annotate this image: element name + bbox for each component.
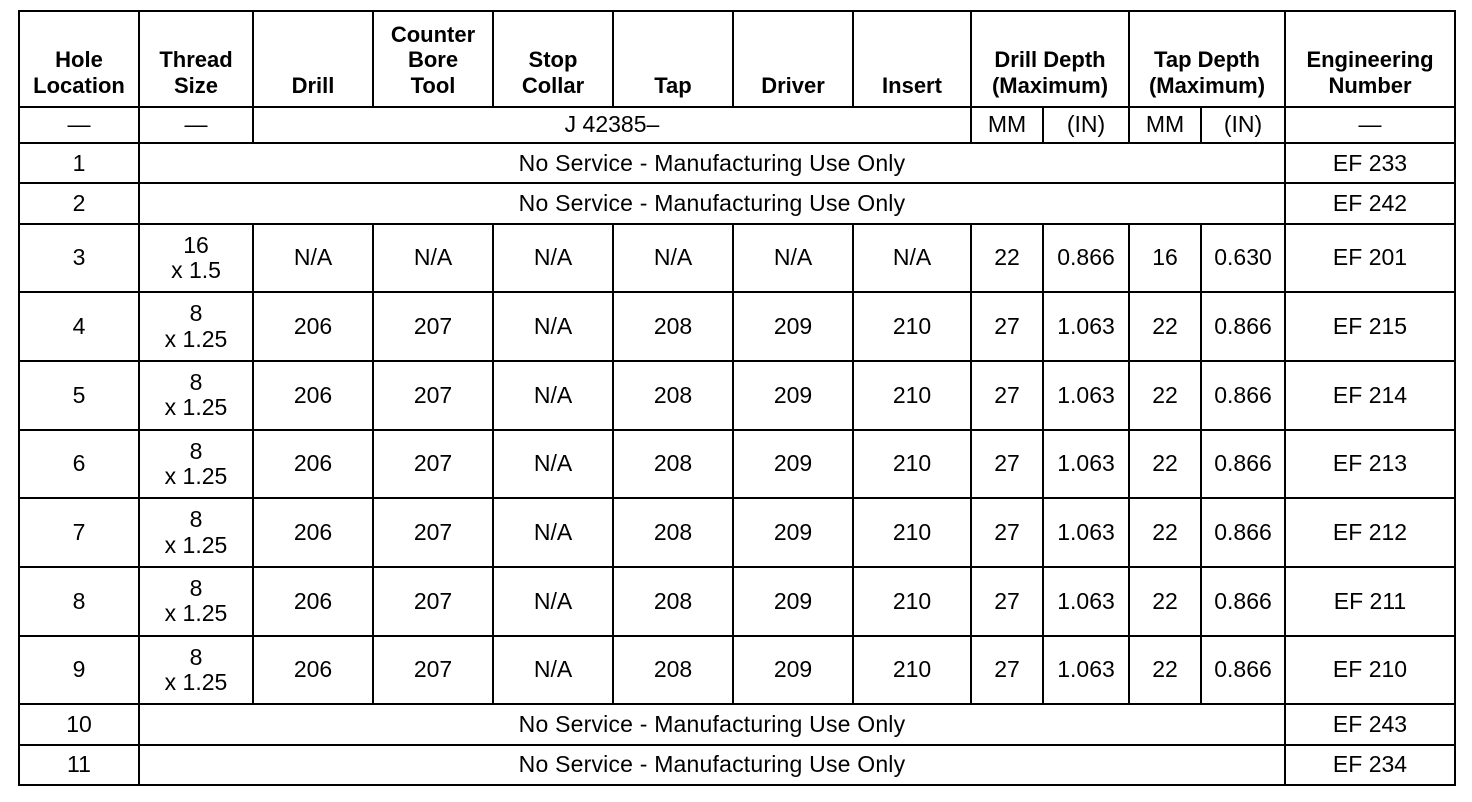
thread-size: 8 x 1.25 bbox=[139, 498, 253, 567]
tap-depth-mm: 22 bbox=[1129, 567, 1201, 636]
header-tap: Tap bbox=[613, 11, 733, 107]
hole-location: 4 bbox=[19, 292, 139, 361]
tap-cell: N/A bbox=[613, 224, 733, 293]
stop-collar-cell: N/A bbox=[493, 498, 613, 567]
drill-cell: 206 bbox=[253, 292, 373, 361]
counter-bore-cell: 207 bbox=[373, 498, 493, 567]
drill-cell: N/A bbox=[253, 224, 373, 293]
table-row bbox=[19, 704, 1455, 744]
tap-cell: 208 bbox=[613, 636, 733, 705]
table-row bbox=[19, 143, 1455, 183]
drill-depth-in: 0.866 bbox=[1043, 224, 1129, 293]
table-row bbox=[19, 430, 1455, 499]
engineering-number: EF 233 bbox=[1285, 143, 1455, 183]
tap-depth-in: 0.866 bbox=[1201, 498, 1285, 567]
header-drill: Drill bbox=[253, 11, 373, 107]
engineering-number: EF 213 bbox=[1285, 430, 1455, 499]
driver-cell: N/A bbox=[733, 224, 853, 293]
tap-depth-in: 0.630 bbox=[1201, 224, 1285, 293]
stop-collar-cell: N/A bbox=[493, 224, 613, 293]
drill-cell: 206 bbox=[253, 636, 373, 705]
counter-bore-cell: 207 bbox=[373, 636, 493, 705]
counter-bore-cell: N/A bbox=[373, 224, 493, 293]
table-row bbox=[19, 498, 1455, 567]
drill-depth-in: 1.063 bbox=[1043, 430, 1129, 499]
engineering-number: EF 201 bbox=[1285, 224, 1455, 293]
header-thread-size: Thread Size bbox=[139, 11, 253, 107]
drill-depth-mm: 22 bbox=[971, 224, 1043, 293]
table-row bbox=[19, 567, 1455, 636]
table-row bbox=[19, 224, 1455, 293]
tap-depth-mm: 22 bbox=[1129, 430, 1201, 499]
drill-depth-in: 1.063 bbox=[1043, 567, 1129, 636]
units-row bbox=[19, 107, 1455, 143]
drill-cell: 206 bbox=[253, 498, 373, 567]
tap-depth-mm: 22 bbox=[1129, 361, 1201, 430]
tap-cell: 208 bbox=[613, 292, 733, 361]
drill-depth-in: 1.063 bbox=[1043, 636, 1129, 705]
thread-size: 8 x 1.25 bbox=[139, 292, 253, 361]
drill-depth-mm: 27 bbox=[971, 430, 1043, 499]
hole-location: 9 bbox=[19, 636, 139, 705]
driver-cell: 209 bbox=[733, 498, 853, 567]
units-thread-size: — bbox=[139, 107, 253, 143]
thread-size: 8 x 1.25 bbox=[139, 567, 253, 636]
insert-cell: 210 bbox=[853, 361, 971, 430]
hole-location: 3 bbox=[19, 224, 139, 293]
tap-cell: 208 bbox=[613, 361, 733, 430]
hole-location: 6 bbox=[19, 430, 139, 499]
counter-bore-cell: 207 bbox=[373, 292, 493, 361]
thread-size: 8 x 1.25 bbox=[139, 636, 253, 705]
insert-cell: N/A bbox=[853, 224, 971, 293]
table-row bbox=[19, 745, 1455, 785]
stop-collar-cell: N/A bbox=[493, 636, 613, 705]
header-driver: Driver bbox=[733, 11, 853, 107]
thread-size: 8 x 1.25 bbox=[139, 361, 253, 430]
drill-depth-in: 1.063 bbox=[1043, 498, 1129, 567]
header-hole-location: Hole Location bbox=[19, 11, 139, 107]
hole-location: 2 bbox=[19, 183, 139, 223]
drill-depth-in: 1.063 bbox=[1043, 292, 1129, 361]
driver-cell: 209 bbox=[733, 567, 853, 636]
driver-cell: 209 bbox=[733, 292, 853, 361]
header-counter-bore-tool: Counter Bore Tool bbox=[373, 11, 493, 107]
driver-cell: 209 bbox=[733, 361, 853, 430]
tap-cell: 208 bbox=[613, 567, 733, 636]
table-row bbox=[19, 636, 1455, 705]
tap-depth-in: 0.866 bbox=[1201, 636, 1285, 705]
drill-cell: 206 bbox=[253, 430, 373, 499]
tap-depth-in: 0.866 bbox=[1201, 430, 1285, 499]
no-service-note: No Service - Manufacturing Use Only bbox=[139, 745, 1285, 785]
engineering-number: EF 242 bbox=[1285, 183, 1455, 223]
driver-cell: 209 bbox=[733, 636, 853, 705]
drill-depth-mm: 27 bbox=[971, 636, 1043, 705]
units-drill-in: (IN) bbox=[1043, 107, 1129, 143]
engineering-number: EF 214 bbox=[1285, 361, 1455, 430]
tap-cell: 208 bbox=[613, 430, 733, 499]
engineering-number: EF 234 bbox=[1285, 745, 1455, 785]
drill-cell: 206 bbox=[253, 567, 373, 636]
hole-location: 5 bbox=[19, 361, 139, 430]
stop-collar-cell: N/A bbox=[493, 361, 613, 430]
units-engineering-number: — bbox=[1285, 107, 1455, 143]
counter-bore-cell: 207 bbox=[373, 567, 493, 636]
drill-cell: 206 bbox=[253, 361, 373, 430]
stop-collar-cell: N/A bbox=[493, 430, 613, 499]
hole-spec-table bbox=[18, 10, 1456, 786]
no-service-note: No Service - Manufacturing Use Only bbox=[139, 704, 1285, 744]
tap-depth-mm: 22 bbox=[1129, 292, 1201, 361]
header-engineering-number: Engineering Number bbox=[1285, 11, 1455, 107]
hole-location: 11 bbox=[19, 745, 139, 785]
drill-depth-in: 1.063 bbox=[1043, 361, 1129, 430]
driver-cell: 209 bbox=[733, 430, 853, 499]
tap-depth-mm: 22 bbox=[1129, 498, 1201, 567]
stop-collar-cell: N/A bbox=[493, 567, 613, 636]
header-drill-depth: Drill Depth (Maximum) bbox=[971, 11, 1129, 107]
hole-location: 7 bbox=[19, 498, 139, 567]
tap-depth-in: 0.866 bbox=[1201, 567, 1285, 636]
thread-size: 8 x 1.25 bbox=[139, 430, 253, 499]
tap-cell: 208 bbox=[613, 498, 733, 567]
tap-depth-mm: 22 bbox=[1129, 636, 1201, 705]
table-row bbox=[19, 183, 1455, 223]
engineering-number: EF 212 bbox=[1285, 498, 1455, 567]
table-row bbox=[19, 361, 1455, 430]
insert-cell: 210 bbox=[853, 636, 971, 705]
insert-cell: 210 bbox=[853, 498, 971, 567]
counter-bore-cell: 207 bbox=[373, 430, 493, 499]
units-tap-mm: MM bbox=[1129, 107, 1201, 143]
tap-depth-in: 0.866 bbox=[1201, 292, 1285, 361]
no-service-note: No Service - Manufacturing Use Only bbox=[139, 183, 1285, 223]
engineering-number: EF 211 bbox=[1285, 567, 1455, 636]
header-insert: Insert bbox=[853, 11, 971, 107]
tap-depth-in: 0.866 bbox=[1201, 361, 1285, 430]
drill-depth-mm: 27 bbox=[971, 567, 1043, 636]
insert-cell: 210 bbox=[853, 430, 971, 499]
hole-location: 1 bbox=[19, 143, 139, 183]
stop-collar-cell: N/A bbox=[493, 292, 613, 361]
units-drill-mm: MM bbox=[971, 107, 1043, 143]
header-tap-depth: Tap Depth (Maximum) bbox=[1129, 11, 1285, 107]
drill-depth-mm: 27 bbox=[971, 292, 1043, 361]
engineering-number: EF 215 bbox=[1285, 292, 1455, 361]
units-tap-in: (IN) bbox=[1201, 107, 1285, 143]
table-row bbox=[19, 292, 1455, 361]
units-hole-location: — bbox=[19, 107, 139, 143]
no-service-note: No Service - Manufacturing Use Only bbox=[139, 143, 1285, 183]
thread-size: 16 x 1.5 bbox=[139, 224, 253, 293]
engineering-number: EF 243 bbox=[1285, 704, 1455, 744]
tap-depth-mm: 16 bbox=[1129, 224, 1201, 293]
tool-prefix: J 42385– bbox=[253, 107, 971, 143]
insert-cell: 210 bbox=[853, 292, 971, 361]
drill-depth-mm: 27 bbox=[971, 498, 1043, 567]
engineering-number: EF 210 bbox=[1285, 636, 1455, 705]
header-row bbox=[19, 11, 1455, 107]
drill-depth-mm: 27 bbox=[971, 361, 1043, 430]
counter-bore-cell: 207 bbox=[373, 361, 493, 430]
hole-location: 10 bbox=[19, 704, 139, 744]
hole-location: 8 bbox=[19, 567, 139, 636]
header-stop-collar: Stop Collar bbox=[493, 11, 613, 107]
insert-cell: 210 bbox=[853, 567, 971, 636]
